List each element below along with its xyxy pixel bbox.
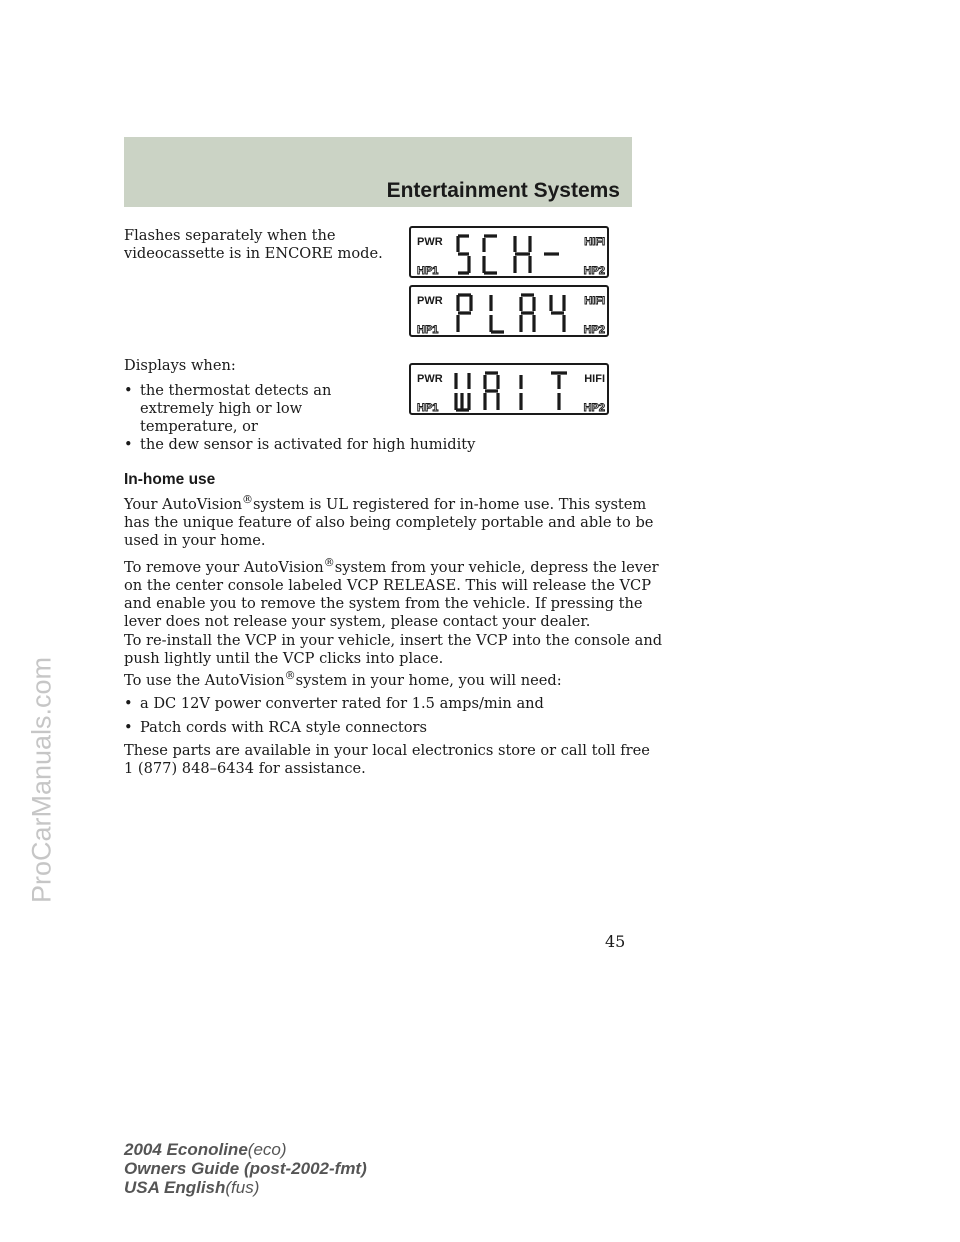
watermark <box>0 0 60 1242</box>
text-line: videocassette is in ENCORE mode. <box>124 245 383 262</box>
text-line: 1 (877) 848–6434 for assistance. <box>124 760 366 777</box>
pwr-indicator: PWR <box>417 236 443 248</box>
text-line: used in your home. <box>124 532 266 549</box>
lcd-display-graphic <box>411 287 611 339</box>
page-number: 45 <box>605 932 626 951</box>
lcd-segment-digits <box>456 373 567 410</box>
hifi-indicator: HIFI <box>584 373 605 385</box>
hp2-indicator: HP2 <box>583 265 605 277</box>
lcd-display-sch <box>409 226 609 278</box>
bullet-icon: • <box>124 382 133 399</box>
text-line: a DC 12V power converter rated for 1.5 amps/min and <box>140 695 544 712</box>
hifi-indicator: HIFI <box>584 295 605 307</box>
text-line: on the center console labeled VCP RELEASE. This will release the VCP <box>124 577 652 594</box>
hifi-indicator: HIFI <box>584 236 605 248</box>
pwr-indicator: PWR <box>417 373 443 385</box>
paragraph <box>124 556 659 631</box>
paragraph <box>124 632 662 668</box>
lcd-segment-digits <box>458 295 564 332</box>
encore-description <box>124 227 383 263</box>
text-line: extremely high or low <box>140 400 303 417</box>
hp2-indicator: HP2 <box>583 402 605 414</box>
text-line: These parts are available in your local electronics store or call toll free <box>124 742 650 759</box>
text-line: has the unique feature of also being completely portable and able to be <box>124 514 654 531</box>
footer-line: 2004 Econoline(eco) <box>124 1140 287 1159</box>
text-line: To use the AutoVision®system in your home, you will need: <box>124 669 562 689</box>
text-line: Your AutoVision®system is UL registered for in-home use. This system <box>124 493 647 513</box>
pwr-indicator: PWR <box>417 295 443 307</box>
bullet-icon: • <box>124 695 133 712</box>
bullet-icon: • <box>124 436 133 453</box>
list-item <box>124 719 427 737</box>
document-footer <box>124 1140 367 1197</box>
text-line: and enable you to remove the system from the vehicle. If pressing the <box>124 595 643 612</box>
list-item <box>124 436 475 454</box>
text-line: push lightly until the VCP clicks into place. <box>124 650 444 667</box>
registered-mark: ® <box>284 669 296 683</box>
text-line: the thermostat detects an <box>140 382 332 399</box>
list-item <box>124 382 384 436</box>
lcd-segment-digits <box>458 236 559 273</box>
text-line: To remove your AutoVision®system from your vehicle, depress the lever <box>124 556 659 576</box>
lcd-display-graphic <box>411 365 611 417</box>
text-line: To re-install the VCP in your vehicle, insert the VCP into the console and <box>124 632 663 649</box>
registered-mark: ® <box>242 493 254 507</box>
registered-mark: ® <box>323 556 335 570</box>
alert-description <box>124 357 384 436</box>
paragraph <box>124 669 562 690</box>
text-line: Flashes separately when the <box>124 227 336 244</box>
section-title: Entertainment Systems <box>386 179 620 202</box>
paragraph <box>124 493 654 550</box>
text-line: the dew sensor is activated for high humidity <box>140 436 476 453</box>
hp2-indicator: HP2 <box>583 324 605 336</box>
watermark-text: ProCarManuals.com <box>26 656 57 904</box>
hp1-indicator: HP1 <box>417 265 439 277</box>
text-line: Displays when: <box>124 357 236 374</box>
footer-line: Owners Guide (post-2002-fmt) <box>124 1159 367 1178</box>
section-heading: In-home use <box>124 471 216 488</box>
hp1-indicator: HP1 <box>417 324 439 336</box>
text-line: temperature, or <box>140 418 258 435</box>
list-item <box>124 695 544 713</box>
bullet-icon: • <box>124 719 133 736</box>
paragraph <box>124 742 650 778</box>
hp1-indicator: HP1 <box>417 402 439 414</box>
lcd-display-play <box>409 285 609 337</box>
lcd-display-graphic <box>411 228 611 280</box>
footer-line: USA English(fus) <box>124 1178 260 1197</box>
text-line: Patch cords with RCA style connectors <box>140 719 427 736</box>
section-header <box>124 137 632 207</box>
lcd-display-wait <box>409 363 609 415</box>
text-line: lever does not release your system, please contact your dealer. <box>124 613 591 630</box>
